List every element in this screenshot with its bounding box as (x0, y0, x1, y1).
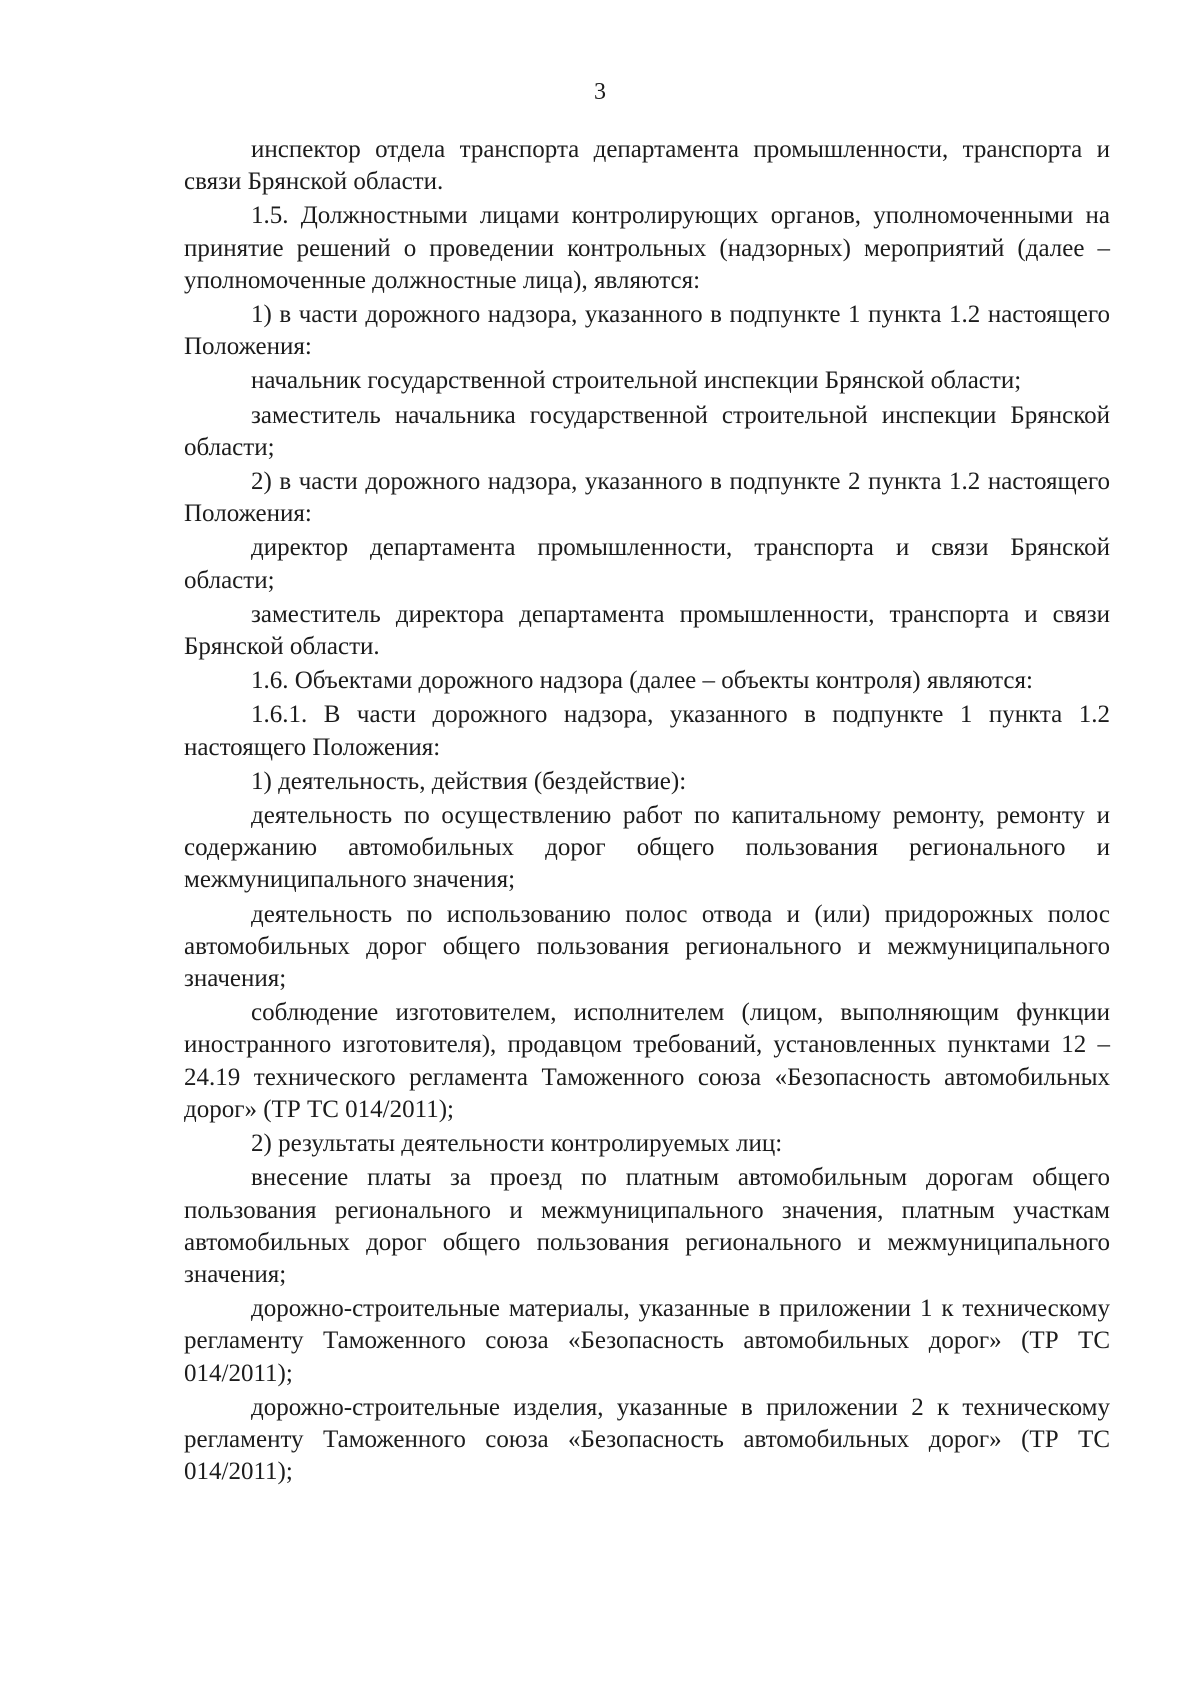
paragraph: начальник государственной строительной инспекции Брянской области; (251, 367, 1022, 395)
paragraph: 1.6. Объектами дорожного надзора (далее – объекты контроля) являются: (251, 667, 1033, 695)
paragraph: 2) в части дорожного надзора, указанного в подпункте 2 пункта 1.2 настоящего Положения: (184, 468, 1110, 528)
paragraph: дорожно-строительные материалы, указанные в приложении 1 к техническому регламенту Таможенного союза «Безопасность автомобильных дорог» (ТР ТС 014/2011); (184, 1295, 1110, 1387)
paragraph: директор департамента промышленности, транспорта и связи Брянской области; (184, 534, 1110, 594)
paragraph: 2) результаты деятельности контролируемых лиц: (251, 1130, 783, 1158)
document-body (184, 134, 1110, 1488)
paragraph: деятельность по использованию полос отвода и (или) придорожных полос автомобильных дорог общего пользования регионального и межмуниципального значения; (184, 900, 1110, 993)
paragraph: 1) деятельность, действия (бездействие): (251, 767, 687, 795)
paragraph: заместитель начальника государственной строительной инспекции Брянской области; (184, 401, 1110, 461)
paragraph: соблюдение изготовителем, исполнителем (лицом, выполняющим функции иностранного изготовителя), продавцом требований, установленных пунктами 12 – 24.19 технического регламента Таможенного союза «Безопасность автомобильных дорог» (ТР ТС 014/2011); (184, 999, 1110, 1123)
paragraph: инспектор отдела транспорта департамента промышленности, транспорта и связи Брянской области. (184, 136, 1110, 196)
paragraph: дорожно-строительные изделия, указанные в приложении 2 к техническому регламенту Таможенного союза «Безопасность автомобильных дорог» (ТР ТС 014/2011); (184, 1393, 1110, 1486)
paragraph: деятельность по осуществлению работ по капитальному ремонту, ремонту и содержанию автомобильных дорог общего пользования регионального и межмуниципального значения; (184, 802, 1110, 894)
paragraph: внесение платы за проезд по платным автомобильным дорогам общего пользования регионального и межмуниципального значения, платным участкам автомобильных дорог общего пользования регионального и межмуниципального значения; (184, 1164, 1110, 1288)
page-number: 3 (594, 79, 606, 105)
paragraph: 1.5. Должностными лицами контролирующих органов, уполномоченными на принятие решений о проведении контрольных (надзорных) мероприятий (далее – уполномоченные должностные лица), являются: (184, 202, 1110, 294)
paragraph: 1.6.1. В части дорожного надзора, указанного в подпункте 1 пункта 1.2 настоящего Положения: (184, 701, 1110, 761)
paragraph: 1) в части дорожного надзора, указанного в подпункте 1 пункта 1.2 настоящего Положения: (184, 301, 1110, 361)
paragraph: заместитель директора департамента промышленности, транспорта и связи Брянской области. (184, 600, 1110, 661)
